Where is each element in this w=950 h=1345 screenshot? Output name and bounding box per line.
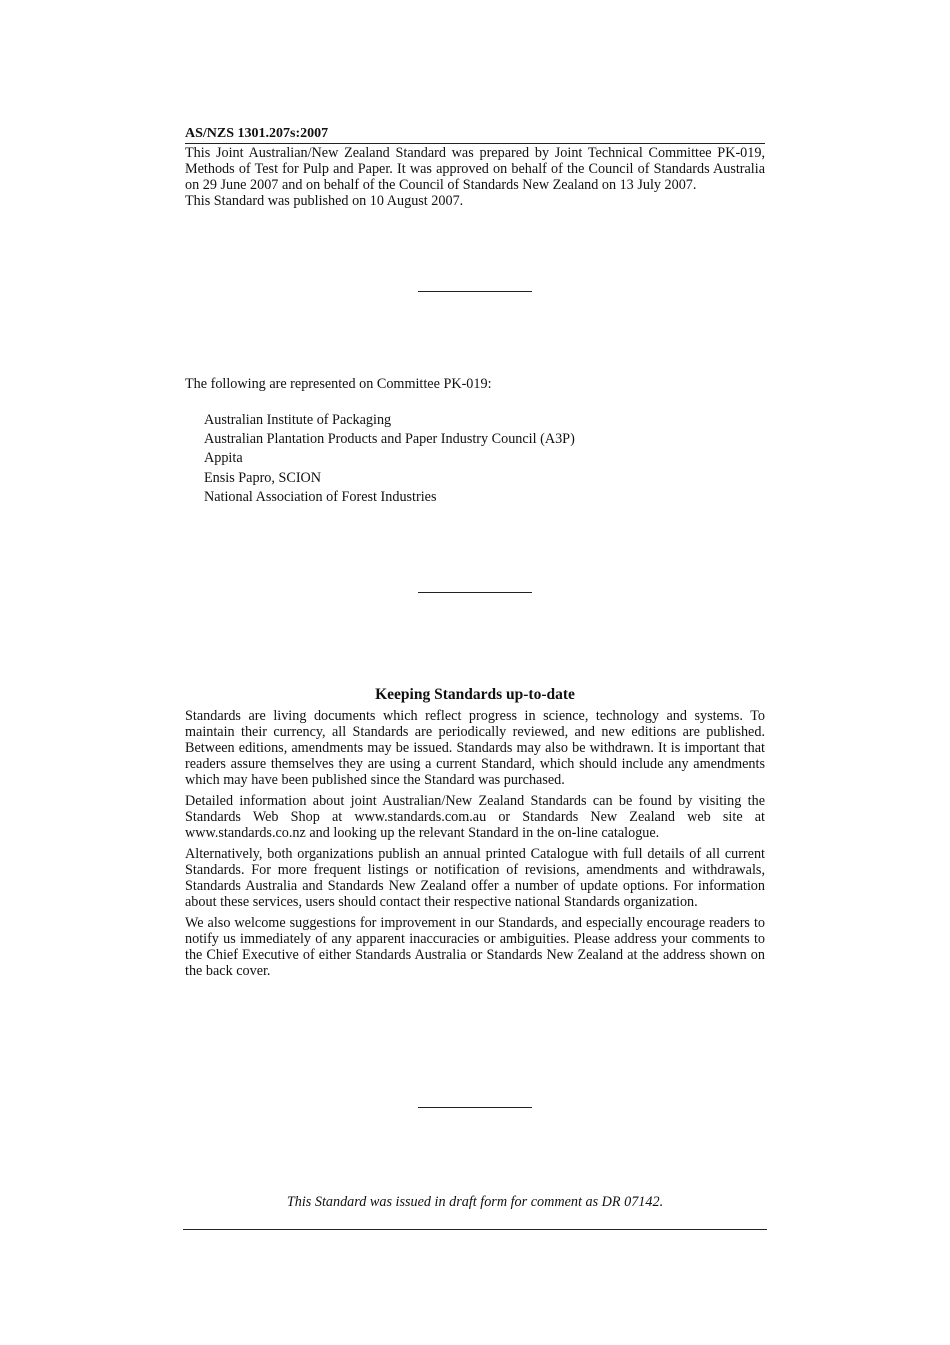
list-item: Appita	[204, 450, 243, 467]
section-divider	[418, 1107, 532, 1108]
list-item: National Association of Forest Industries	[204, 488, 437, 505]
body-paragraph: Alternatively, both organizations publish an annual printed Catalogue with full details of all current Standards. For more frequent listings or notification of revisions, amendments and withdrawals, Standards Australia and Standards New Zealand offer a number of update options. For information about these services, users should contact their respective national Standards organization.	[185, 846, 765, 910]
published-date-line: This Standard was published on 10 August 2007.	[185, 193, 464, 209]
preparation-section	[185, 145, 765, 209]
section-title: Keeping Standards up-to-date	[375, 686, 575, 703]
list-item: Australian Plantation Products and Paper Industry Council (A3P)	[204, 431, 575, 448]
draft-note: This Standard was issued in draft form for comment as DR 07142.	[286, 1194, 664, 1210]
committee-intro: The following are represented on Committee PK-019:	[185, 376, 492, 392]
list-item: Australian Institute of Packaging	[204, 412, 392, 428]
body-paragraph: Standards are living documents which reflect progress in science, technology and systems. To maintain their currency, all Standards are periodically reviewed, and new editions are published. Between editions, amendments may be issued. Standards may also be withdrawn. It is important that readers assure themselves they are using a current Standard, which should include any amendments which may have been published since the Standard was purchased.	[185, 708, 765, 788]
body-paragraph: Detailed information about joint Australian/New Zealand Standards can be found by visiting the Standards Web Shop at www.standards.com.au or Standards New Zealand web site at www.standards.co.nz and looking up the relevant Standard in the on-line catalogue.	[185, 793, 765, 841]
committee-organization-list	[204, 411, 575, 507]
section-divider	[418, 291, 532, 292]
preparation-paragraph: This Joint Australian/New Zealand Standard was prepared by Joint Technical Committee PK-019, Methods of Test for Pulp and Paper. It was approved on behalf of the Council of Standards Australia on 29 June 2007 and on behalf of the Council of Standards New Zealand on 13 July 2007.	[185, 145, 765, 193]
section-divider	[418, 592, 532, 593]
keeping-up-to-date-section	[185, 708, 765, 984]
footer-rule	[183, 1229, 767, 1230]
standard-code: AS/NZS 1301.207s:2007	[185, 126, 765, 144]
list-item: Ensis Papro, SCION	[204, 469, 322, 486]
body-paragraph: We also welcome suggestions for improvement in our Standards, and especially encourage readers to notify us immediately of any apparent inaccuracies or ambiguities. Please address your comments to the Chief Executive of either Standards Australia or Standards New Zealand at the address shown on the back cover.	[185, 915, 765, 979]
